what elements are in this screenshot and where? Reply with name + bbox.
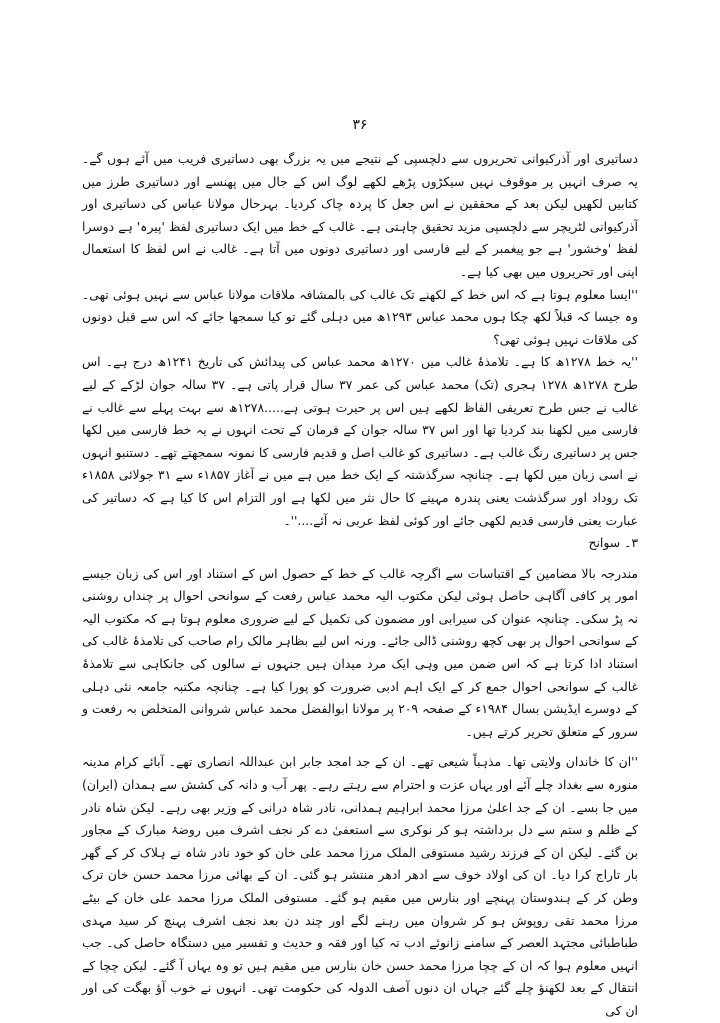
section-heading: ۳۔ سوانح — [588, 535, 638, 551]
document-body — [82, 148, 638, 1023]
paragraph-quote-family: ''ان کا خاندان ولایتی تھا۔ مذہباً شیعی تھے۔ ان کے جد امجد جابر ابن عبداللہ انصاری تھے۔ آبائے کرام مدینہ منورہ سے بغداد چلے آئے اور یہاں عزت و احترام سے رہتے رہے۔ پھر آب و دانہ کی کشش سے ہمدان (ایران) میں جا بسے۔ ان کے جد اعلیٰ مرزا محمد ابراہیم ہمدانی، نادر شاہ درانی کے وزیر بھی رہے۔ لیکن شاہ نادر کے ظلم و ستم سے دل برداشتہ ہو کر نوکری سے استعفیٰ دے کر نجف اشرف میں روضۂ مبارک کے مجاور بن گئے۔ لیکن ان کے فرزند رشید مستوفی الملک مرزا محمد علی خان کو خود نادر شاہ نے ہلاک کر کے گھر بار تاراج کرا دیا۔ ان کی اولاد خوف سے ادھر ادھر منتشر ہو گئی۔ ان کے بھائی مرزا محمد حسن خان ترک وطن کر کے ہندوستان پہنچے اور بنارس میں مقیم ہو گئے۔ مستوفی الملک مرزا محمد علی خان کے بیٹے مرزا محمد تقی روپوش ہو کر شروان میں رہنے لگے اور چند دن بعد نجف اشرف پہنچ کر سید مہدی طباطبائی مجتہد العصر کے سامنے زانوئے ادب تہ کیا اور فقہ و حدیث و تفسیر میں دستگاہ حاصل کی۔ جب انہیں معلوم ہوا کہ ان کے چچا مرزا محمد حسن خان بنارس میں مقیم ہیں تو وہ یہاں آ گئے۔ لیکن چچا کے انتقال کے بعد لکھنؤ چلے گئے جہاں ان دنوں آصف الدولہ کی حکومت تھی۔ انہوں نے خوب آؤ بھگت کی اور ان کی — [82, 754, 638, 1018]
page-number: ۳۶ — [352, 117, 368, 133]
paragraph-biography-intro: مندرجہ بالا مضامین کے اقتباسات سے اگرچہ غالب کے خط کے حصول اس کے استناد اور اس کی زبان جیسے امور پر کافی آگاہی حاصل ہوئی لیکن مکتوب الیہ محمد عباس رفعت کے سوانحی احوال پر چنداں روشنی نہ پڑ سکی۔ چنانچہ عنوان کی سیرابی اور مضمون کی تکمیل کے لیے ضروری معلوم ہوتا ہے کہ مکتوب الیہ کے سوانحی احوال پر بھی کچھ روشنی ڈالی جائے۔ ورنہ اس لیے بظاہر مالک رام صاحب کی تلامذۂ غالب کی استناد ادا کرتا ہے کہ اس ضمن میں وہی ایک مرد میدان ہیں جنہوں نے سالوں کی جانکاہی سے تلامذۂ غالب کے سوانحی احوال جمع کر کے ایک اہم ادبی ضرورت کو پورا کیا ہے۔ چنانچہ مکتبہ جامعہ نئی دہلی کے دوسرے ایڈیشن بسال ۱۹۸۴ء کے صفحہ ۲۰۹ پر مولانا ابوالفضل محمد عباس شروانی المتخلص بہ رفعت و سرور کے متعلق تحریر کرتے ہیں۔ — [82, 565, 638, 739]
paragraph-quote-letter-date: ''یہ خط ۱۲۷۸ھ کا ہے۔ تلامذۂ غالب میں ۱۲۷۰ھ محمد عباس کی پیدائش کی تاریخ ۱۲۴۱ھ درج ہے۔ اس طرح ۱۲۷۸ھ ۱۲۷۸ ہجری (تک) محمد عباس کی عمر ۳۷ سال قرار پاتی ہے۔ ۳۷ سالہ جوان لڑکے کے لیے غالب نے جس طرح تعریفی الفاظ لکھے ہیں اس پر حیرت ہوتی ہے.....۱۲۷۸ھ سے بہت پہلے سے غالب نے فارسی میں لکھنا بند کردیا تھا اور اس ۳۷ سالہ جوان کے فرمان کے تحت انہوں نے یہ خط فارسی میں لکھا جس پر دساتیری رنگ غالب ہے۔ دساتیری کو غالب اصل و قدیم فارسی کا نمونہ سمجھتے تھے۔ دستنبو انہوں نے اسی زبان میں لکھا ہے۔ چنانچہ سرگذشتہ کے ایک خط میں ہے میں نے آغاز ۱۸۵۷ء سے ۳۱ جولائی ۱۸۵۸ء تک روداد اور سرگذشت یعنی پندرہ مہینے کا حال نثر میں لکھا ہے اور التزام اس کا کیا ہے کہ دساتیر کی عبارت یعنی فارسی قدیم لکھی جائے اور کوئی لفظ عربی نہ آئے....''۔ — [82, 354, 639, 528]
paragraph-dasatiri: دساتیری اور آذرکیوانی تحریروں سے دلچسپی کے نتیجے میں یہ بزرگ بھی دساتیری فریب میں آئے ہوں گے۔ یہ صرف انہیں پر موقوف نہیں سیکڑوں پڑھے لکھے لوگ اس کے جال میں پھنسے اور دساتیری طرز میں کتابیں لکھیں لیکن بعد کے محققین نے اس جعل کا پردہ چاک کردیا۔ بہرحال مولانا عباس کی دساتیری اور آذرکیوانی لٹریچر سے دلچسپی مزید تحقیق چاہتی ہے۔ غالب کے خط میں ایک دساتیری لفظ 'پیرہ' ہے دوسرا لفظ 'وخشور' ہے جو پیغمبر کے لیے فارسی اور دساتیری دونوں میں آتا ہے۔ غالب نے اس لفظ کا استعمال اپنی اور تحریروں میں بھی کیا ہے۔ — [82, 151, 638, 279]
paragraph-quote-meeting: ''ایسا معلوم ہوتا ہے کہ اس خط کے لکھنے تک غالب کی بالمشافہ ملاقات مولانا عباس سے نہیں ہوئی تھی۔ وہ جیسا کہ قبلاً لکھ چکا ہوں محمد عباس ۱۲۹۳ھ میں دہلی گئے تو کیا سمجھا جائے کہ اس سے قبل دونوں کی ملاقات نہیں ہوئی تھی؟ — [82, 286, 638, 347]
